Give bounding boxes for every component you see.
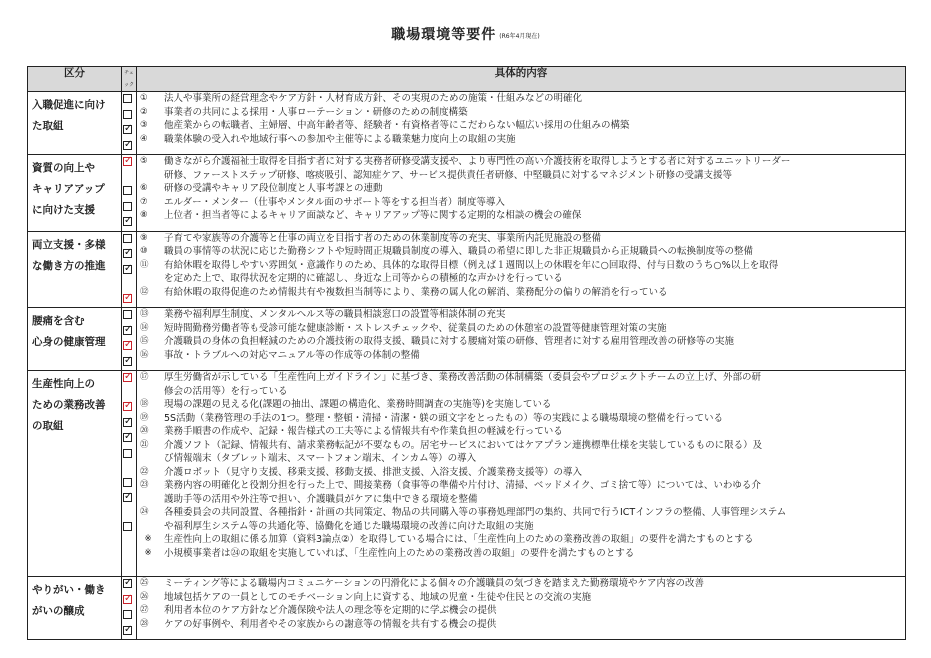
checkbox-slot	[122, 462, 136, 476]
checkbox-checked[interactable]	[123, 341, 132, 350]
checkbox-slot	[122, 141, 136, 155]
item-number: ⑥	[140, 183, 148, 193]
checkbox-slot	[122, 294, 136, 308]
checkbox-unchecked[interactable]	[123, 234, 132, 243]
section-row	[28, 155, 906, 232]
check-cell	[122, 231, 137, 308]
item-number: ㉓	[140, 480, 149, 490]
category-cell	[28, 92, 122, 155]
item-text: 職員の事情等の状況に応じた勤務シフトや短時間正規職員制度の導入、職員の希望に即した非正規職員から正規職員への転換制度等の整備	[164, 246, 754, 257]
section-row	[28, 92, 906, 155]
item-number: ⑱	[140, 399, 149, 409]
requirement-item	[140, 119, 905, 133]
category-label: 心身の健康管理	[32, 336, 106, 348]
check-cell	[122, 371, 137, 577]
item-text: ケアの好事例や、利用者やその家族からの謝意等の情報を共有する機会の提供	[164, 618, 497, 630]
item-text-continuation: び情報端末（タブレット端末、スマートフォン端末、インカム等）の導入	[164, 453, 477, 464]
checkbox-slot	[122, 202, 136, 216]
checkbox-slot	[122, 357, 136, 371]
category-label: 入職促進に向け	[32, 99, 106, 111]
checkbox-slot	[122, 433, 136, 447]
requirement-item	[140, 439, 905, 453]
item-text: 働きながら介護福祉士取得を目指す者に対する実務者研修受講支援や、より専門性の高い介護技術を取得しようとする者に対するユニットリーダー	[164, 156, 791, 167]
requirement-item	[140, 209, 905, 223]
item-number: ⑪	[140, 259, 149, 270]
content-cell	[137, 155, 906, 232]
requirement-item	[140, 196, 905, 210]
check-header: チェック	[122, 67, 137, 92]
checkbox-slot	[122, 522, 136, 536]
checkbox-slot	[122, 278, 136, 292]
checkbox-checked[interactable]	[123, 402, 132, 411]
item-number: ⑯	[140, 349, 149, 360]
checkbox-checked[interactable]	[123, 493, 132, 502]
as-of-date-note: (R6年4月現在)	[499, 33, 540, 40]
item-text: 各種委員会の共同設置、各種指針・計画の共同策定、物品の共同購入等の事務処理部門の集約、共同で行うICTインフラの整備、人事管理システム	[164, 507, 787, 518]
content-header: 具体的内容	[137, 67, 906, 92]
item-text-continuation: 修会の活用等）を行っている	[164, 385, 288, 397]
requirement-item	[140, 335, 905, 349]
item-number: ⑳	[140, 426, 149, 436]
requirement-item	[140, 591, 905, 605]
checkbox-checked[interactable]	[123, 141, 132, 150]
document-header	[0, 24, 931, 44]
category-cell	[28, 308, 122, 371]
category-cell	[28, 155, 122, 232]
checkbox-slot	[122, 402, 136, 416]
content-cell	[137, 308, 906, 371]
item-number: ⑧	[140, 210, 148, 220]
item-text: 他産業からの転職者、主婦層、中高年齢者等、経験者・有資格者等にこだわらない幅広い採用の仕組みの構築	[164, 120, 630, 131]
item-number: ㉗	[140, 605, 149, 615]
item-text: 業務内容の明確化と役割分担を行った上で、間接業務（食事等の準備や片付け、清掃、ベッドメイク、ゴミ捨て等）については、いわゆる介	[164, 480, 761, 491]
requirements-body	[28, 92, 906, 640]
requirement-item	[140, 398, 905, 412]
item-text: 現場の課題の見える化(課題の抽出、課題の構造化、業務時間調査の実施等)を実施している	[164, 399, 552, 410]
item-number: ⑰	[140, 372, 149, 382]
checkbox-slot	[122, 536, 136, 550]
check-cell	[122, 155, 137, 232]
item-text: 厚生労働省が示している「生産性向上ガイドライン」に基づき、業務改善活動の体制構築（委員会やプロジェクトチームの立上げ、外部の研	[164, 372, 761, 383]
requirement-item	[140, 577, 905, 591]
item-number: ⑬	[140, 309, 149, 319]
item-number: ⑲	[140, 412, 149, 423]
item-number: ③	[140, 120, 148, 130]
item-text: 利用者本位のケア方針など介護保険や法人の理念等を定期的に学ぶ機会の提供	[164, 605, 497, 616]
section-note	[140, 547, 905, 561]
item-text: 職業体験の受入れや地域行事への参加や主催等による職業魅力度向上の取組の実施	[164, 133, 516, 145]
category-label: に向けた支援	[32, 204, 95, 216]
checkbox-slot	[122, 310, 136, 324]
requirement-item	[140, 133, 905, 147]
item-text: 介護職員の身体の負担軽減のための介護技術の取得支援、職員に対する腰痛対策の研修、管理者に対する雇用管理改善の研修等の実施	[164, 336, 735, 347]
requirement-item	[140, 155, 905, 169]
item-text: 短時間勤務労働者等も受診可能な健康診断・ストレスチェックや、従業員のための休憩室の設置等健康管理対策の実施	[164, 322, 667, 334]
checkbox-slot	[122, 234, 136, 248]
checkbox-slot	[122, 563, 136, 577]
item-text: 業務手順書の作成や、記録・報告様式の工夫等による情報共有や作業負担の軽減を行っている	[164, 426, 563, 437]
checkbox-checked[interactable]	[123, 294, 132, 303]
requirement-item	[140, 349, 905, 363]
checkbox-slot	[122, 595, 136, 609]
checkbox-checked[interactable]	[123, 418, 132, 427]
item-text: ミーティング等による職場内コミュニケーションの円滑化による個々の介護職員の気づきを踏まえた勤務環境やケア内容の改善	[164, 578, 704, 589]
requirement-item	[140, 182, 905, 196]
requirement-item	[140, 245, 905, 259]
checkbox-slot	[122, 157, 136, 171]
checkbox-checked[interactable]	[123, 433, 132, 442]
item-text: 研修の受講やキャリア段位制度と人事考課との連動	[164, 183, 383, 194]
checkbox-checked[interactable]	[123, 579, 132, 588]
checkbox-slot	[122, 171, 136, 185]
category-cell	[28, 577, 122, 640]
content-cell	[137, 371, 906, 577]
requirement-item	[140, 106, 905, 120]
item-number: ①	[140, 93, 148, 103]
checkbox-slot	[122, 579, 136, 593]
checkbox-slot	[122, 418, 136, 432]
category-cell	[28, 371, 122, 577]
item-number: ④	[140, 133, 148, 144]
item-text: 介護ソフト（記録、情報共有、請求業務転記が不要なもの。居宅サービスにおいてはケアプラン連携標準仕様を実装しているものに限る）及	[164, 439, 763, 451]
category-label: 腰痛を含む	[32, 315, 85, 327]
requirement-item	[140, 92, 905, 106]
section-row	[28, 371, 906, 577]
item-text: 事故・トラブルへの対応マニュアル等の作成等の体制の整備	[164, 349, 420, 361]
requirement-item	[140, 506, 905, 520]
requirement-item	[140, 286, 905, 300]
category-label: キャリアアップ	[32, 183, 105, 195]
category-label: ための業務改善	[32, 399, 106, 411]
checkbox-slot	[122, 507, 136, 521]
note-mark: ※	[144, 547, 152, 558]
category-cell	[28, 231, 122, 308]
checkbox-slot	[122, 94, 136, 108]
checkbox-checked[interactable]	[123, 326, 132, 335]
item-number: ⑤	[140, 156, 148, 166]
item-text: 業務や福利厚生制度、メンタルヘルス等の職員相談窓口の設置等相談体制の充実	[164, 309, 506, 320]
item-number: ⑩	[140, 246, 148, 256]
item-text: 有給休暇の取得促進のため情報共有や複数担当制等により、業務の属人化の解消、業務配分の偏りの解消を行っている	[164, 286, 668, 298]
checkbox-unchecked[interactable]	[123, 202, 132, 211]
requirement-item	[140, 425, 905, 439]
note-mark: ※	[144, 534, 152, 544]
section-note	[140, 533, 905, 547]
category-label: の取組	[32, 420, 64, 432]
category-label: 生産性向上の	[32, 378, 95, 390]
document-title: 職場環境等要件	[391, 27, 497, 43]
requirement-item	[140, 479, 905, 493]
item-text: 介護ロボット（見守り支援、移乗支援、移動支援、排泄支援、入浴支援、介護業務支援等）の導入	[164, 466, 583, 478]
item-text: 子育てや家族等の介護等と仕事の両立を目指す者のための休業制度等の充実、事業所内託児施設の整備	[164, 232, 602, 244]
checkbox-slot	[122, 110, 136, 124]
checkbox-checked[interactable]	[123, 357, 132, 366]
item-number: ②	[140, 106, 148, 117]
checkbox-checked[interactable]	[123, 217, 132, 226]
content-cell	[137, 92, 906, 155]
requirement-item	[140, 322, 905, 336]
requirement-item	[140, 466, 905, 480]
checkbox-slot	[122, 373, 136, 387]
check-cell	[122, 577, 137, 640]
requirement-item	[140, 308, 905, 322]
header-row	[28, 67, 906, 92]
item-text: 地域包括ケアの一員としてのモチベーション向上に資する、地域の児童・生徒や住民との交流の実施	[164, 591, 592, 603]
checkbox-slot	[122, 478, 136, 492]
checkbox-unchecked[interactable]	[123, 186, 132, 195]
checkbox-slot	[122, 249, 136, 263]
item-text: 上位者・担当者等によるキャリア面談など、キャリアアップ等に関する定期的な相談の機会の確保	[164, 210, 582, 221]
item-text: 5S活動（業務管理の手法の1つ。整理・整頓・清掃・清潔・躾の頭文字をとったもの）等の実践による職場環境の整備を行っている	[164, 412, 724, 424]
item-text: エルダー・メンター（仕事やメンタル面のサポート等をする担当者）制度等導入	[164, 196, 505, 208]
item-text: 事業者の共同による採用・人事ローテーション・研修のための制度構築	[164, 106, 468, 118]
checkbox-slot	[122, 326, 136, 340]
requirement-item	[140, 618, 905, 632]
item-text-continuation: や福利厚生システム等の共通化等、協働化を通じた職場環境の改善に向けた取組の実施	[164, 520, 534, 532]
checkbox-slot	[122, 341, 136, 355]
content-cell	[137, 577, 906, 640]
requirement-item	[140, 232, 905, 246]
checkbox-slot	[122, 186, 136, 200]
item-text-continuation: を定めた上で、取得状況を定期的に確認し、身近な上司等からの積極的な声かけを行っている	[164, 273, 563, 284]
checkbox-unchecked[interactable]	[123, 310, 132, 319]
item-number: ㉕	[140, 578, 149, 588]
item-number: ㉔	[140, 507, 149, 517]
category-label: な働き方の推進	[32, 259, 106, 272]
checkbox-slot	[122, 125, 136, 139]
category-label: 両立支援・多様	[32, 238, 106, 251]
content-cell	[137, 231, 906, 308]
section-row	[28, 308, 906, 371]
item-number: ㉑	[140, 439, 149, 450]
section-row	[28, 577, 906, 640]
item-text-continuation: 研修、ファーストステップ研修、喀痰吸引、認知症ケア、サービス提供責任者研修、中堅職員に対するマネジメント研修の受講支援等	[164, 169, 733, 181]
checkbox-unchecked[interactable]	[123, 94, 132, 103]
item-number: ⑭	[140, 322, 149, 333]
item-number: ⑫	[140, 286, 149, 297]
item-text: 有給休暇を取得しやすい雰囲気・意識作りのため、具体的な取得目標（例えば１週間以上の休暇を年に○回取得、付与日数のうち○%以上を取得	[164, 259, 779, 271]
requirement-item	[140, 259, 905, 273]
checkbox-slot	[122, 265, 136, 279]
item-number: ㉖	[140, 591, 149, 602]
section-row	[28, 231, 906, 308]
checkbox-unchecked[interactable]	[123, 449, 132, 458]
category-label: やりがい・働き	[32, 584, 106, 596]
requirement-item	[140, 371, 905, 385]
checkbox-slot	[122, 217, 136, 231]
check-cell	[122, 308, 137, 371]
checkbox-slot	[122, 493, 136, 507]
checkbox-checked[interactable]	[123, 157, 132, 166]
item-text: 法人や事業所の経営理念やケア方針・人材育成方針、その実現のための施策・仕組みなどの明確化	[164, 93, 583, 104]
category-header: 区分	[28, 67, 122, 92]
note-text: 小規模事業者は㉔の取組を実施していれば、「生産性向上のための業務改善の取組」の要件を満たすものとする	[164, 547, 635, 559]
checkbox-slot	[122, 549, 136, 563]
checkbox-unchecked[interactable]	[123, 110, 132, 119]
checkbox-slot	[122, 387, 136, 401]
checkbox-checked[interactable]	[123, 626, 132, 635]
checkbox-slot	[122, 626, 136, 640]
item-text-continuation: 護助手等の活用や外注等で担い、介護職員がケアに集中できる環境を整備	[164, 493, 478, 505]
item-number: ⑨	[140, 232, 148, 243]
category-label: た取組	[32, 120, 64, 132]
checkbox-unchecked[interactable]	[123, 610, 132, 619]
checkbox-checked[interactable]	[123, 265, 132, 274]
requirements-table	[27, 66, 906, 640]
item-number: ⑦	[140, 196, 148, 207]
category-label: 資質の向上や	[32, 162, 95, 174]
category-label: がいの醸成	[32, 605, 85, 617]
checkbox-unchecked[interactable]	[123, 522, 132, 531]
item-number: ⑮	[140, 336, 149, 346]
item-number: ㉒	[140, 466, 149, 477]
checkbox-checked[interactable]	[123, 595, 132, 604]
note-text: 生産性向上の取組に係る加算（資料3論点②）を取得している場合には、「生産性向上のための業務改善の取組」の要件を満たすものとする	[164, 534, 754, 545]
requirement-item	[140, 412, 905, 426]
checkbox-unchecked[interactable]	[123, 478, 132, 487]
requirement-item	[140, 604, 905, 618]
checkbox-slot	[122, 610, 136, 624]
checkbox-checked[interactable]	[123, 249, 132, 258]
item-number: ㉘	[140, 618, 149, 629]
checkbox-checked[interactable]	[123, 373, 132, 382]
check-cell	[122, 92, 137, 155]
checkbox-slot	[122, 449, 136, 463]
checkbox-checked[interactable]	[123, 125, 132, 134]
